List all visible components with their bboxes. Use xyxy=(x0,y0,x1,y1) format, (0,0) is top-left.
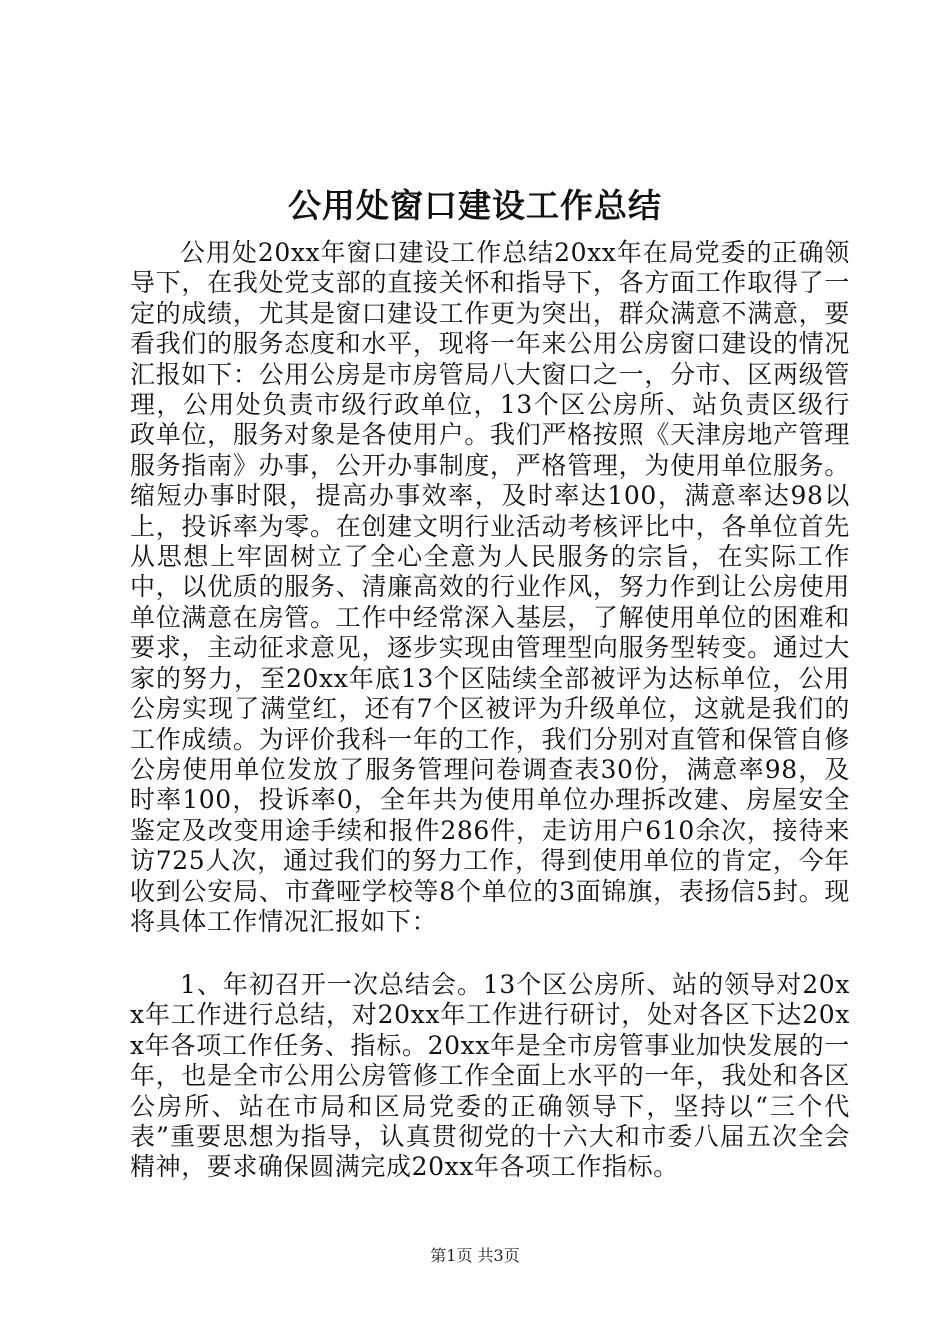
body-paragraph-1: 公用处20xx年窗口建设工作总结20xx年在局党委的正确领导下，在我处党支部的直接关怀和指导下，各方面工作取得了一定的成绩，尤其是窗口建设工作更为突出，群众满意不满意，要看我们的服务态度和水平，现将一年来公用公房窗口建设的情况汇报如下：公用公房是市房管局八大窗口之一，分市、区两级管理，公用处负责市级行政单位，13个区公房所、站负责区级行政单位，服务对象是各使用户。我们严格按照《天津房地产管理服务指南》办事，公开办事制度，严格管理，为使用单位服务。缩短办事时限，提高办事效率，及时率达100，满意率达98以上，投诉率为零。在创建文明行业活动考核评比中，各单位首先从思想上牢固树立了全心全意为人民服务的宗旨，在实际工作中，以优质的服务、清廉高效的行业作风，努力作到让公房使用单位满意在房管。工作中经常深入基层，了解使用单位的困难和要求，主动征求意见，逐步实现由管理型向服务型转变。通过大家的努力，至20xx年底13个区陆续全部被评为达标单位，公用公房实现了满堂红，还有7个区被评为升级单位，这就是我们的工作成绩。为评价我科一年的工作，我们分别对直管和保管自修公房使用单位发放了服务管理问卷调查表30份，满意率98，及时率100，投诉率0，全年共为使用单位办理拆改建、房屋安全鉴定及改变用途手续和报件286件，走访用户610余次，接待来访725人次，通过我们的努力工作，得到使用单位的肯定，今年收到公安局、市聋哑学校等8个单位的3面锦旗，表扬信5封。现将具体工作情况汇报如下： xyxy=(130,238,850,936)
body-paragraph-2: 1、年初召开一次总结会。13个区公房所、站的领导对20xx年工作进行总结，对20xx年工作进行研讨，处对各区下达20xx年各项工作任务、指标。20xx年是全市房管事业加快发展的一年，也是全市公用公房管修工作全面上水平的一年，我处和各区公房所、站在市局和区局党委的正确领导下，坚持以“三个代表”重要思想为指导，认真贯彻党的十六大和市委八届五次全会精神，要求确保圆满完成20xx年各项工作指标。 xyxy=(130,970,850,1182)
page-footer: 第1页 共3页 xyxy=(430,1246,520,1265)
document-title: 公用处窗口建设工作总结 xyxy=(288,186,662,225)
